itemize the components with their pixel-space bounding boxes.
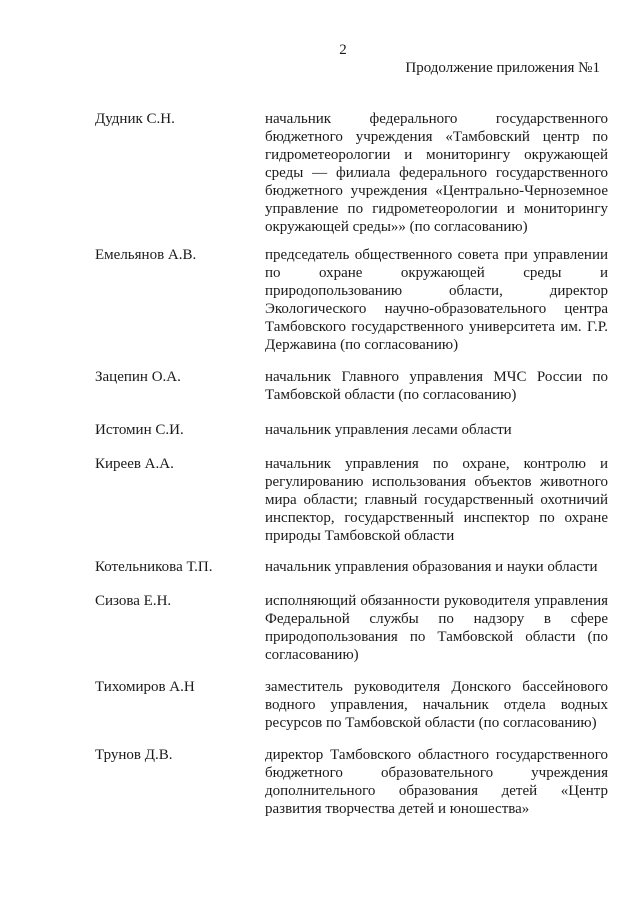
member-role: исполняющий обязанности руководителя управления Федеральной службы по надзору в сфере природопользования по Тамбовской области (по согласованию): [265, 593, 608, 663]
member-role: начальник управления образования и науки области: [265, 559, 598, 575]
member-role: заместитель руководителя Донского бассейнового водного управления, начальник отдела водных ресурсов по Тамбовской области (по согласованию): [265, 679, 608, 731]
appendix-continuation-label: Продолжение приложения №1: [405, 60, 600, 76]
member-role: начальник Главного управления МЧС России по Тамбовской области (по согласованию): [265, 369, 608, 403]
member-role: начальник управления по охране, контролю и регулированию использования объектов животного мира области; главный государственный охотничий инспектор, государственный инспектор по охране природы Тамбовской области: [265, 456, 608, 544]
member-name: Емельянов А.В.: [95, 247, 197, 263]
member-name: Трунов Д.В.: [95, 747, 173, 763]
member-role: председатель общественного совета при управлении по охране окружающей среды и природопользованию области, директор Экологического научно-образовательного центра Тамбовского государственного университета им. Г.Р. Державина (по согласованию): [265, 247, 608, 353]
member-name: Тихомиров А.Н: [95, 679, 195, 695]
member-name: Истомин С.И.: [95, 422, 184, 438]
member-name: Дудник С.Н.: [95, 111, 175, 127]
member-name: Котельникова Т.П.: [95, 559, 213, 575]
page-number: 2: [339, 42, 347, 58]
member-name: Киреев А.А.: [95, 456, 174, 472]
member-name: Сизова Е.Н.: [95, 593, 172, 609]
member-name: Зацепин О.А.: [95, 369, 181, 385]
member-role: директор Тамбовского областного государственного бюджетного образовательного учреждения дополнительного образования детей «Центр развития творчества детей и юношества»: [265, 747, 608, 817]
member-role: начальник управления лесами области: [265, 422, 512, 438]
member-role: начальник федерального государственного бюджетного учреждения «Тамбовский центр по гидрометеорологии и мониторингу окружающей среды — филиала федерального государственного бюджетного учреждения «Центрально-Черноземное управление по гидрометеорологии и мониторингу окружающей среды»» (по согласованию): [265, 111, 608, 235]
